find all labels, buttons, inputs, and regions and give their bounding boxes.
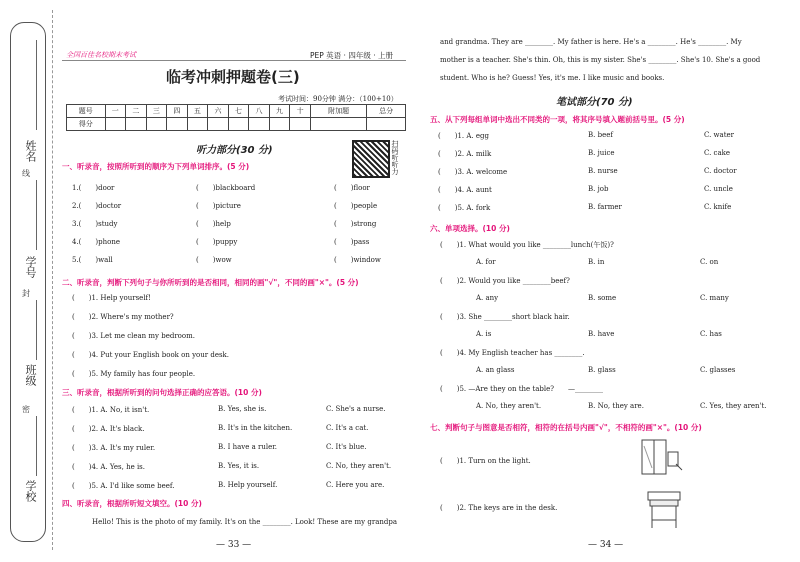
score-cell[interactable] [249, 118, 270, 131]
name-label: 姓名 [24, 140, 37, 162]
score-header-cell: 八 [249, 105, 270, 118]
choice-option: B. have [588, 330, 615, 338]
answer-option: B. It's in the kitchen. [218, 424, 293, 432]
answer-option: ( )4. A. Yes, he is. [72, 463, 146, 471]
binding-frame [10, 22, 46, 542]
answer-option: C. She's a nurse. [326, 405, 386, 413]
choice-option: A. No, they aren't. [476, 402, 542, 410]
qr-caption: 扫码听听力 [391, 140, 399, 175]
answer-option: B. Yes, it is. [218, 462, 260, 470]
choice-question: ( )2. Would you like ________beef? [440, 277, 570, 285]
choice-option: C. many [700, 294, 729, 302]
qr-code[interactable] [352, 140, 390, 178]
score-cell[interactable] [105, 118, 126, 131]
answer-option: C. Here you are. [326, 481, 385, 489]
seal-line-mark: 线 [22, 169, 30, 178]
word-group-option: ( )2. A. milk [438, 150, 492, 158]
choice-option: C. glasses [700, 366, 736, 374]
answer-option: ( )1. A. No, it isn't. [72, 406, 150, 414]
school-line [36, 416, 37, 476]
writing-part-title: 笔试部分(70 分) [556, 97, 633, 108]
passage-line: and grandma. They are ________. My father is here. He's a ________. He's ________. My [440, 38, 742, 46]
score-header-cell: 六 [208, 105, 229, 118]
score-header-cell: 总分 [367, 105, 406, 118]
section-7-heading: 七、判断句子与图意是否相符，相符的在括号内画"√"，不相符的画"×"。(10 分) [430, 423, 702, 432]
answer-option: B. I have a ruler. [218, 443, 278, 451]
choice-question: ( )1. What would you like ________lunch(午饭)? [440, 241, 614, 249]
word-item: ( )people [334, 202, 378, 210]
word-item: 3.( )study [72, 220, 118, 228]
choice-option: A. is [476, 330, 492, 338]
answer-option: B. Yes, she is. [218, 405, 267, 413]
choice-question: ( )3. She ________short black hair. [440, 313, 570, 321]
score-cell[interactable] [228, 118, 249, 131]
class-label: 班级 [24, 364, 37, 386]
score-header-row [67, 105, 406, 118]
score-cell[interactable] [310, 118, 367, 131]
word-item: ( )window [334, 256, 381, 264]
header-rule [62, 60, 406, 61]
word-group-option: B. beef [588, 131, 613, 139]
answer-option: B. Help yourself. [218, 481, 278, 489]
statement-item: ( )3. Let me clean my bedroom. [72, 332, 195, 340]
passage-line: mother is a teacher. She's thin. Oh, this is my sister. She's ________. She's 10. She's a good [440, 56, 761, 64]
choice-option: A. for [476, 258, 496, 266]
word-group-option: ( )5. A. fork [438, 204, 491, 212]
section-4-heading: 四、听录音，根据所听短文填空。(10 分) [62, 499, 202, 508]
word-group-option: C. knife [704, 203, 732, 211]
word-group-option: ( )4. A. aunt [438, 186, 492, 194]
score-header-cell: 七 [228, 105, 249, 118]
choice-option: B. some [588, 294, 617, 302]
edition-label: PEP 英语 · 四年级 · 上册 [310, 51, 393, 60]
id-label: 学号 [24, 256, 37, 278]
word-item: ( )wow [196, 256, 232, 264]
score-header-cell: 十 [290, 105, 311, 118]
answer-option: C. No, they aren't. [326, 462, 392, 470]
score-cell[interactable] [269, 118, 290, 131]
answer-option: ( )3. A. It's my ruler. [72, 444, 156, 452]
choice-option: A. any [476, 294, 499, 302]
listening-part-title: 听力部分(30 分) [196, 145, 273, 156]
score-header-cell: 四 [167, 105, 188, 118]
score-header-cell: 题号 [67, 105, 106, 118]
score-cell[interactable] [126, 118, 147, 131]
section-3-heading: 三、听录音，根据所听到的问句选择正确的应答语。(10 分) [62, 388, 262, 397]
word-group-option: ( )3. A. welcome [438, 168, 508, 176]
choice-option: C. has [700, 330, 722, 338]
class-line [36, 300, 37, 360]
word-item: ( )picture [196, 202, 241, 210]
word-group-option: ( )1. A. egg [438, 132, 489, 140]
section-2-heading: 二、听录音，判断下列句子与你所听到的是否相同，相同的画"√"，不同的画"×"。(5 分) [62, 278, 359, 287]
choice-option: C. on [700, 258, 719, 266]
choice-option: B. No, they are. [588, 402, 644, 410]
word-item: ( )puppy [196, 238, 238, 246]
answer-option: ( )5. A. I'd like some beef. [72, 482, 175, 490]
word-group-option: B. juice [588, 149, 615, 157]
score-cell[interactable] [290, 118, 311, 131]
page-number-left: — 33 — [216, 540, 252, 550]
choice-option: C. Yes, they aren't. [700, 402, 767, 410]
score-cell[interactable] [167, 118, 188, 131]
fold-line [52, 10, 53, 550]
desk-picture [646, 488, 684, 530]
word-item: 2.( )doctor [72, 202, 122, 210]
choice-question: ( )4. My English teacher has ________. [440, 349, 585, 357]
answer-option: ( )2. A. It's black. [72, 425, 145, 433]
word-item: ( )pass [334, 238, 370, 246]
choice-option: A. an glass [476, 366, 515, 374]
section-1-heading: 一、听录音，按照所听到的顺序为下列单词排序。(5 分) [62, 162, 250, 171]
exam-badge: 全国百佳名校期末考试 [66, 51, 136, 59]
word-group-option: C. water [704, 131, 735, 139]
score-cell[interactable] [146, 118, 167, 131]
choice-question: ( )5. —Are they on the table? —________ [440, 385, 604, 393]
seal-dense-mark: 密 [22, 405, 30, 414]
word-group-option: C. cake [704, 149, 731, 157]
word-item: 5.( )wall [72, 256, 113, 264]
passage-line: student. Who is he? Guess! Yes, it's me. I like music and books. [440, 74, 665, 82]
word-group-option: B. farmer [588, 203, 622, 211]
score-header-cell: 五 [187, 105, 208, 118]
word-item: 1.( )door [72, 184, 115, 192]
word-group-option: B. nurse [588, 167, 618, 175]
word-item: 4.( )phone [72, 238, 120, 246]
seal-seal-mark: 封 [22, 289, 30, 298]
choice-option: B. glass [588, 366, 616, 374]
page-title: 临考冲刺押题卷(三) [166, 68, 300, 86]
statement-item: ( )4. Put your English book on your desk. [72, 351, 230, 359]
exam-info: 考试时间：90分钟 满分：（100+10） [278, 95, 398, 103]
answer-option: C. It's blue. [326, 443, 367, 451]
school-label: 学校 [24, 480, 37, 502]
word-group-option: C. uncle [704, 185, 733, 193]
statement-item: ( )1. Help yourself! [72, 294, 151, 302]
choice-option: B. in [588, 258, 605, 266]
passage-line: Hello! This is the photo of my family. It's on the ________. Look! These are my grandpa [92, 518, 398, 526]
word-item: ( )blackboard [196, 184, 256, 192]
picture-question-2: ( )2. The keys are in the desk. [440, 504, 558, 512]
score-header-cell: 一 [105, 105, 126, 118]
word-item: ( )strong [334, 220, 377, 228]
binding-strip [0, 0, 52, 562]
score-cell[interactable] [208, 118, 229, 131]
score-header-cell: 二 [126, 105, 147, 118]
word-group-option: B. job [588, 185, 609, 193]
word-group-option: C. doctor [704, 167, 737, 175]
statement-item: ( )2. Where's my mother? [72, 313, 174, 321]
answer-option: C. It's a cat. [326, 424, 369, 432]
word-item: ( )floor [334, 184, 370, 192]
score-header-cell: 附加题 [310, 105, 367, 118]
word-item: ( )help [196, 220, 231, 228]
name-line [36, 40, 37, 130]
score-row-label: 得分 [67, 118, 106, 131]
page-number-right: — 34 — [588, 540, 624, 550]
score-cell[interactable] [367, 118, 406, 131]
score-table [66, 104, 406, 131]
score-header-cell: 九 [269, 105, 290, 118]
score-cell[interactable] [187, 118, 208, 131]
section-6-heading: 六、单项选择。(10 分) [430, 224, 510, 233]
id-line [36, 180, 37, 250]
light-switch-picture [640, 438, 684, 478]
section-5-heading: 五、从下列每组单词中选出不同类的一项，将其序号填入题前括号里。(5 分) [430, 115, 685, 124]
score-row [67, 118, 406, 131]
score-header-cell: 三 [146, 105, 167, 118]
picture-question-1: ( )1. Turn on the light. [440, 457, 531, 465]
statement-item: ( )5. My family has four people. [72, 370, 196, 378]
